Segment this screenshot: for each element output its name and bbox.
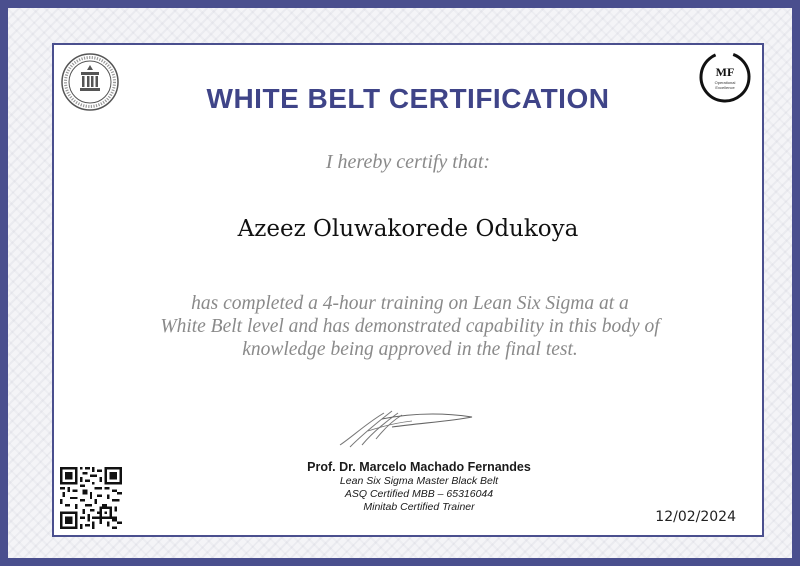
certificate-body xyxy=(134,292,686,361)
qr-code-icon xyxy=(60,467,122,529)
certificate-card xyxy=(52,43,764,537)
logo-subtitle-2: Excellence xyxy=(715,85,735,90)
signer-name: Prof. Dr. Marcelo Machado Fernandes xyxy=(307,460,531,474)
certificate-title: WHITE BELT CERTIFICATION xyxy=(206,83,610,114)
issue-date: 12/02/2024 xyxy=(655,509,736,525)
body-line-2: White Belt level and has demonstrated capability in this body of xyxy=(160,316,660,337)
body-line-1: has completed a 4-hour training on Lean Six Sigma at a xyxy=(191,293,629,314)
signer-credential-3: Minitab Certified Trainer xyxy=(363,501,475,513)
signature-icon xyxy=(332,405,478,451)
signer-credential-2: ASQ Certified MBB – 65316044 xyxy=(344,488,494,500)
signer-block xyxy=(234,459,604,514)
body-line-3: knowledge being approved in the final test. xyxy=(242,339,578,360)
logo-subtitle-1: Operational xyxy=(714,80,736,85)
recipient-name: Azeez Oluwakorede Odukoya xyxy=(237,216,579,242)
signer-credential-1: Lean Six Sigma Master Black Belt xyxy=(339,475,499,487)
logo-initials: MF xyxy=(715,65,735,79)
certify-line: I hereby certify that: xyxy=(325,151,491,173)
